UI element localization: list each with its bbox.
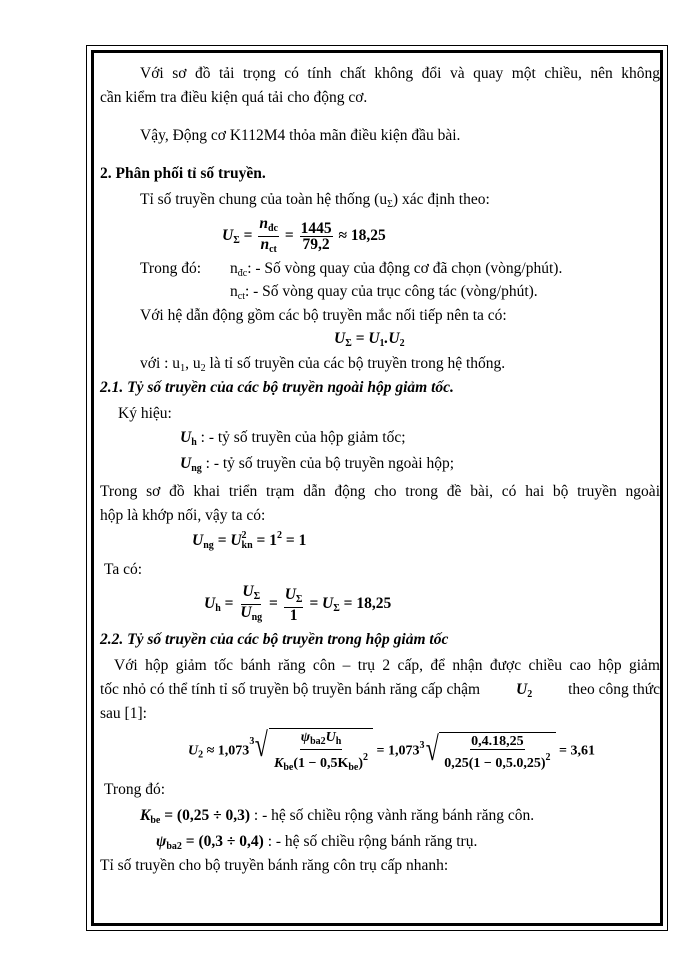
formula-uh: $U_h$ = $\frac{U_\Sigma}{U_{ng}}$ = $\frac{U_\Sigma}{1}$ = $U_\Sigma = 18,25$ [204,583,392,624]
paragraph-line: tốc nhỏ có thể tính tỉ số truyền bộ truyền bánh răng cấp chậm $U_2$ theo công thức [100,681,660,700]
paragraph-line: Trong đó: [140,260,202,277]
paragraph-line: Với hệ dẫn động gồm các bộ truyền mắc nối tiếp nên ta có: [140,307,507,324]
paragraph-line: Tỉ số truyền cho bộ truyền bánh răng côn trụ cấp nhanh: [100,857,449,874]
formula-product: $U_\Sigma = U_1.U_2$ [334,330,405,349]
paragraph-line: Trong đó: [104,781,166,798]
paragraph-line: với : $u_1$, $u_2$ là tỉ số truyền của các bộ truyền trong hệ thống. [140,355,506,374]
paragraph-line: Tỉ số truyền chung của toàn hệ thống $(u_\Sigma)$ xác định theo: [140,191,490,210]
definition-uh: $U_h$ : - tỷ số truyền của hộp giảm tốc; [180,429,406,448]
paragraph-line: hộp là khớp nối, vậy ta có: [100,507,266,524]
definition-ndc: $n_{đc}$: - Số vòng quay của động cơ đã chọn (vòng/phút). [230,260,563,279]
subsection-heading: 2.1. Tỷ số truyền của các bộ truyền ngoài hộp giảm tốc. [100,379,454,396]
definition-psi: $\psi_{ba2} = (0,3 \div 0,4)$ : - hệ số chiều rộng bánh răng trụ. [156,833,478,852]
paragraph-line: sau [1]: [100,705,147,722]
paragraph-line: Với hộp giảm tốc bánh răng côn – trụ 2 cấp, để nhận được chiều cao hộp giảm [114,657,660,674]
definition-nct: $n_{ct}$: - Số vòng quay của trục công tác (vòng/phút). [230,283,538,302]
paragraph-line: cần kiểm tra điều kiện quá tải cho động cơ. [100,89,368,106]
paragraph-line: Ta có: [104,561,143,578]
formula-ung: $U_{ng} = U^2_{kn} = 1^2 = 1$ [192,530,307,551]
paragraph-line: Trong sơ đồ khai triển trạm dẫn động cho trong đề bài, có hai bộ truyền ngoài [100,483,660,500]
paragraph-line: Vậy, Động cơ K112M4 thỏa mãn điều kiện đầu bài. [140,127,461,144]
definition-kbe: $K_{be} = (0,25 \div 0,3)$ : - hệ số chiều rộng vành răng bánh răng côn. [140,807,535,826]
paragraph-line: Ký hiệu: [118,405,172,422]
subsection-heading: 2.2. Tỷ số truyền của các bộ truyền trong hộp giảm tốc [100,631,449,648]
section-heading: 2. Phân phối tỉ số truyền. [100,165,266,182]
paragraph-line: Với sơ đồ tải trọng có tính chất không đổi và quay một chiều, nên không [140,65,660,82]
formula-total-ratio: $U_\Sigma$ = $\frac{n_{đc}}{n_{ct}}$ = $\frac{1445}{79,2}$ ≈ 18,25 [222,215,386,255]
formula-u2: $U_2 \approx 1,073$ 3 √ $\frac{\psi_{ba2}U_h}{K_{be}(1 - 0,5K_{be})^2}$ = 1,073 3 √ $\frac{0,4.18,25}{0,25(1 - 0,5.0,25)^2}$ = 3,61 [188,727,595,773]
definition-ung: $U_{ng}$ : - tỷ số truyền của bộ truyền ngoài hộp; [180,455,455,474]
